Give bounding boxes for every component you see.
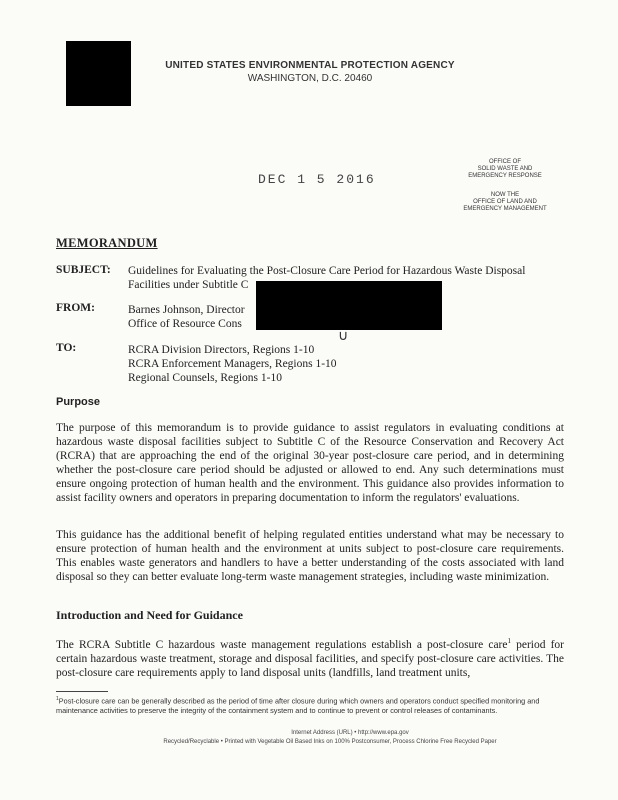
purpose-paragraph-1: The purpose of this memorandum is to provide guidance to assist regulators in evaluating conditions at hazardous waste disposal facilities subject to Subtitle C of the Resource Conservation and Recovery Act (RCRA) that are approaching the end of the original 30-year post-closure care period, and in determining whether the post-closure care period should be adjusted or allowed to end. Any such determinations must ensure ongoing protection of human health and the environment. This guidance also provides information to assist facility owners and operators in preparing documentation to inform the regulators' evaluations.	[56, 422, 564, 504]
to-value	[128, 343, 568, 385]
office-block	[440, 159, 570, 180]
to-label: TO:	[56, 342, 77, 354]
office-now-line: EMERGENCY MANAGEMENT	[463, 206, 547, 212]
intro-paragraph-1	[56, 634, 564, 680]
to-line: RCRA Division Directors, Regions 1-10	[128, 344, 315, 356]
footnote-divider	[56, 691, 108, 692]
intro-text-a: The RCRA Subtitle C hazardous waste management regulations establish a post-closure care	[56, 638, 508, 651]
subject-line: Guidelines for Evaluating the Post-Closure Care Period for Hazardous Waste Disposal	[128, 265, 526, 277]
office-line: EMERGENCY RESPONSE	[468, 173, 542, 179]
office-line: OFFICE OF	[489, 159, 521, 165]
office-now-line: NOW THE	[490, 192, 520, 198]
office-line: SOLID WASTE AND	[477, 166, 533, 172]
from-line: Barnes Johnson, Director	[128, 304, 245, 316]
to-line: Regional Counsels, Regions 1-10	[128, 372, 282, 384]
subject-line: Facilities under Subtitle C	[128, 279, 249, 291]
agency-name: UNITED STATES ENVIRONMENTAL PROTECTION AGENCY	[165, 60, 455, 71]
from-line: Office of Resource Cons	[128, 318, 242, 330]
footer-recycled-note: Recycled/Recyclable • Printed with Vegetable Oil Based Inks on 100% Postconsumer, Process Chlorine Free Recycled Paper	[163, 739, 497, 745]
footnote-ref: 1	[507, 637, 511, 645]
redacted-logo	[66, 41, 131, 106]
signature-mark: ∪	[338, 329, 349, 344]
office-now-block	[440, 192, 570, 213]
office-now-line: OFFICE OF LAND AND	[473, 199, 537, 205]
subject-label: SUBJECT:	[56, 264, 111, 276]
intro-text-b: period for certain hazardous waste treatment, storage and disposal facilities, and specify post-closure care activities. The post-closure care requirements apply to land disposal units (landfills, land treatment units,	[56, 638, 564, 679]
footnote	[56, 695, 568, 715]
to-line: RCRA Enforcement Managers, Regions 1-10	[128, 358, 337, 370]
purpose-paragraph-2: This guidance has the additional benefit of helping regulated entities understand what may be necessary to ensure protection of human health and the environment at units subject to post-closure care requirements. This enables waste generators and handlers to have a better understanding of the costs associated with land disposal so they can better evaluate long-term waste management strategies, including waste minimization.	[56, 529, 564, 583]
agency-city: WASHINGTON, D.C. 20460	[247, 73, 373, 84]
memo-title: MEMORANDUM	[56, 236, 158, 250]
footer-internet-address: Internet Address (URL) • http://www.epa.gov	[291, 730, 409, 736]
date-stamp: DEC 1 5 2016	[258, 172, 376, 187]
redacted-signature	[256, 281, 442, 330]
from-label: FROM:	[56, 302, 95, 314]
footnote-number: 1	[56, 696, 59, 702]
intro-heading: Introduction and Need for Guidance	[56, 608, 243, 622]
footnote-text: Post-closure care can be generally described as the period of time after closure during which owners and operators conduct specified monitoring and maintenance activities to preserve the integrity of the containment system and to continue to prevent or control releases of contaminants.	[56, 696, 540, 715]
purpose-heading: Purpose	[56, 396, 101, 408]
